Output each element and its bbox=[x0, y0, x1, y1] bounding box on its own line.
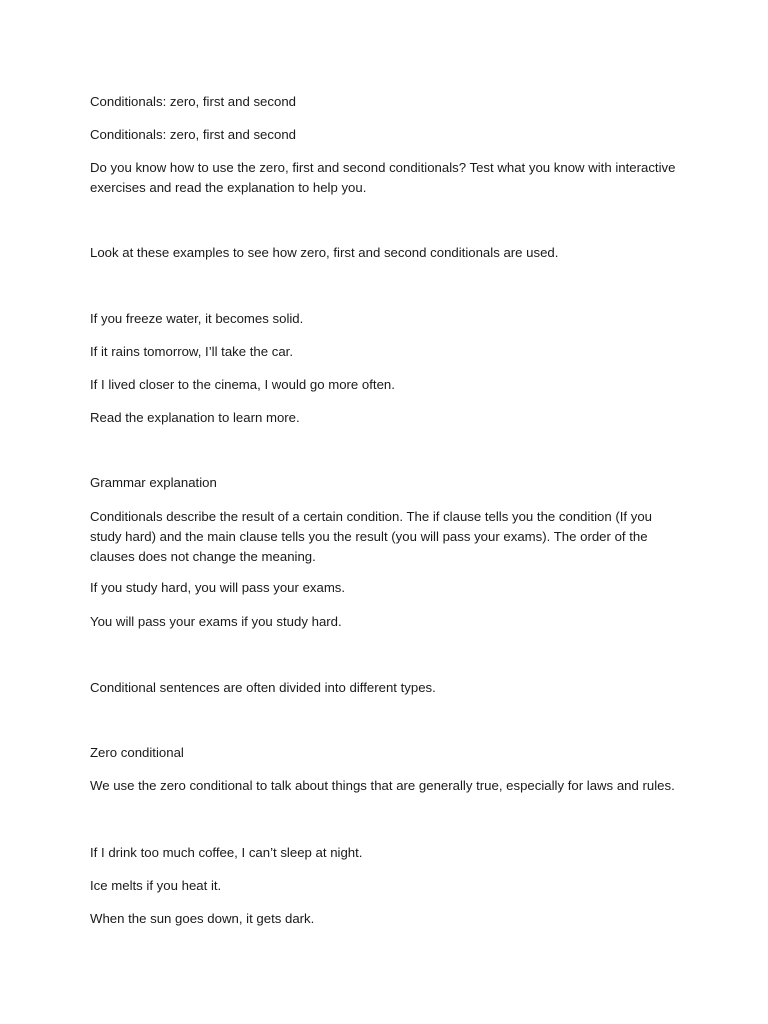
example-sentence-2: If it rains tomorrow, I’ll take the car. bbox=[90, 344, 294, 359]
grammar-example-2: You will pass your exams if you study hard. bbox=[90, 614, 342, 629]
zero-conditional-heading: Zero conditional bbox=[90, 745, 184, 760]
zero-conditional-example-3: When the sun goes down, it gets dark. bbox=[90, 911, 315, 926]
grammar-example-1: If you study hard, you will pass your exams. bbox=[90, 580, 346, 595]
zero-conditional-example-2: Ice melts if you heat it. bbox=[90, 878, 222, 893]
grammar-explanation-paragraph: Conditionals describe the result of a certain condition. The if clause tells you the condition (If you study hard) and the main clause tells you the result (you will pass your exams). The order of the clauses does not change the meaning. bbox=[90, 509, 653, 564]
conditional-types-paragraph: Conditional sentences are often divided into different types. bbox=[90, 680, 436, 695]
zero-conditional-paragraph: We use the zero conditional to talk about things that are generally true, especially for laws and rules. bbox=[90, 778, 675, 793]
example-sentence-3: If I lived closer to the cinema, I would go more often. bbox=[90, 377, 395, 392]
document-title: Conditionals: zero, first and second bbox=[90, 94, 296, 109]
intro-paragraph: Do you know how to use the zero, first and second conditionals? Test what you know with interactive exercises and read the explanation to help you. bbox=[90, 160, 676, 195]
example-sentence-1: If you freeze water, it becomes solid. bbox=[90, 311, 304, 326]
examples-intro-paragraph: Look at these examples to see how zero, first and second conditionals are used. bbox=[90, 245, 559, 260]
document-subtitle: Conditionals: zero, first and second bbox=[90, 127, 296, 142]
read-more-paragraph: Read the explanation to learn more. bbox=[90, 410, 300, 425]
grammar-explanation-heading: Grammar explanation bbox=[90, 475, 217, 490]
zero-conditional-example-1: If I drink too much coffee, I can’t sleep at night. bbox=[90, 845, 363, 860]
